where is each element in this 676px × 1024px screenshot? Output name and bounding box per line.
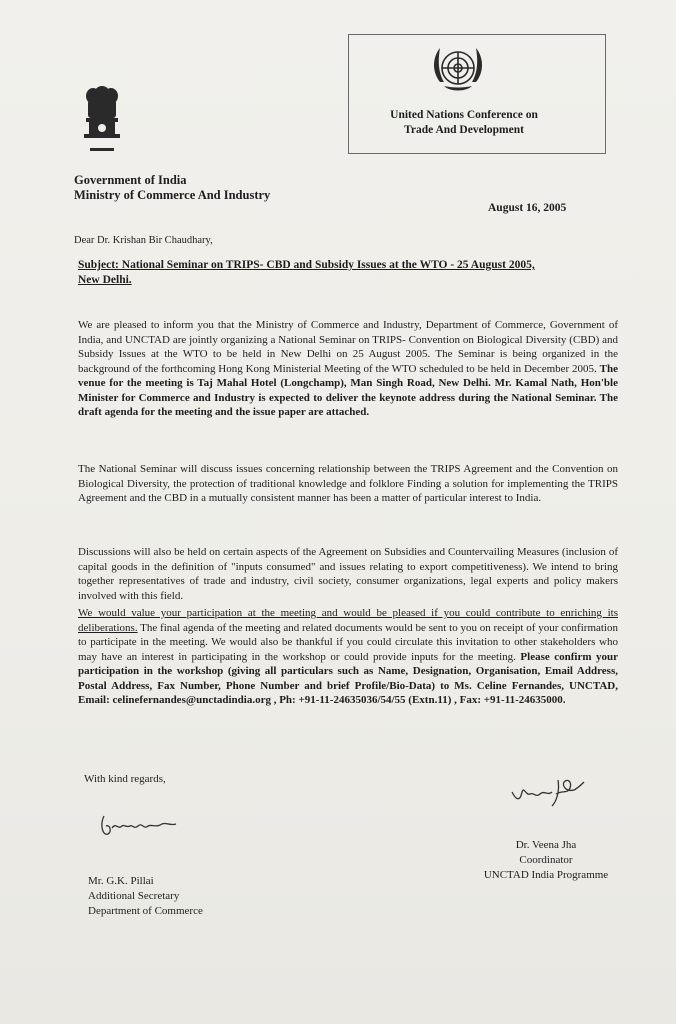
paragraph-1 — [78, 318, 618, 420]
subject-line1: Subject: National Seminar on TRIPS- CBD and Subsidy Issues at the WTO - 25 August 2005, — [78, 259, 535, 271]
paragraph-1-text: We are pleased to inform you that the Ministry of Commerce and Industry, Department of Commerce, Government of India, and UNCTAD are jointly organizing a National Seminar on TRIPS- Convention on Biological Diversity (CBD) and Subsidy Issues at the WTO to be held in New Delhi on 25 August 2005. The Seminar is being organized in the background of the forthcoming Hong Kong Ministerial Meeting of the WTO scheduled to be held in December 2005. — [78, 319, 618, 375]
gov-line1: Government of India — [74, 173, 187, 187]
right-signatory-name: Dr. Veena Jha — [515, 839, 577, 851]
subject-line2: New Delhi. — [78, 274, 132, 286]
paragraph-1-venue: The venue for the meeting is Taj Mahal Hotel (Longchamp), Man Singh Road, New Delhi. Mr. Kamal Nath, Hon'ble Minister for Commerce and Industry is expected to deliver the keynote address during the National Seminar. The draft agenda for the meeting and the issue paper are attached. — [78, 362, 618, 418]
gov-line2: Ministry of Commerce And Industry — [74, 188, 271, 202]
pillai-signature-icon — [96, 806, 186, 842]
un-name-line2: Trade And Development — [404, 124, 524, 136]
paragraph-4 — [78, 606, 618, 708]
paragraph-4-confirm: Please confirm your participation in the workshop (giving all particulars such as Name, Designation, Organisation, Email Address, Postal Address, Fax Number, Phone Number and brief Profile/Bio-Data) to Ms. Celine Fernandes, UNCTAD, Email: celinefernandes@unctadindia.org , Ph: +91-11-24635036/54/55 (Extn.11) , Fax: +91-11-24635000. — [78, 650, 618, 706]
un-emblem-icon — [430, 42, 486, 98]
left-signatory-org: Department of Commerce — [88, 905, 203, 917]
un-organization-name — [356, 108, 572, 138]
letter-date: August 16, 2005 — [488, 202, 567, 214]
right-signatory-org: UNCTAD India Programme — [483, 869, 609, 881]
subject-line — [78, 258, 598, 288]
paragraph-3: Discussions will also be held on certain aspects of the Agreement on Subsidies and Countervailing Measures (inclusion of capital goods in the definition of "inputs consumed" and issues relating to export competitiveness). We intend to bring together representatives of trade and industry, civil society, consumer organizations, legal experts and policy makers involved with this field. — [78, 546, 618, 602]
paragraph-4-text: The final agenda of the meeting and related documents would be sent to you on receipt of your confirmation to participate in the meeting. We would also be thankful if you could circulate this invitation to other stakeholders who may have an interest in participating in the workshop or could provide inputs for the meeting. — [78, 621, 618, 663]
india-emblem-icon — [80, 86, 124, 162]
left-signatory-title: Additional Secretary — [88, 890, 180, 902]
un-name-line1: United Nations Conference on — [390, 109, 538, 121]
closing: With kind regards, — [84, 773, 166, 785]
right-signatory-title: Coordinator — [519, 854, 573, 866]
jha-signature-icon — [508, 772, 588, 812]
salutation: Dear Dr. Krishan Bir Chaudhary, — [74, 235, 213, 246]
right-signatory — [466, 838, 626, 883]
government-heading — [74, 173, 270, 203]
left-signatory-name: Mr. G.K. Pillai — [88, 875, 154, 887]
paragraph-2: The National Seminar will discuss issues concerning relationship between the TRIPS Agreement and the Convention on Biological Diversity, the protection of traditional knowledge and folklore Finding a solution for implementing the TRIPS Agreement and the CBD in a mutually consistent manner has been a matter of particular interest to India. — [78, 463, 618, 504]
paragraph-4-underlined: We would value your participation at the meeting and would be pleased if you could contribute to enriching its deliberations. — [78, 607, 618, 634]
left-signatory — [88, 874, 203, 919]
